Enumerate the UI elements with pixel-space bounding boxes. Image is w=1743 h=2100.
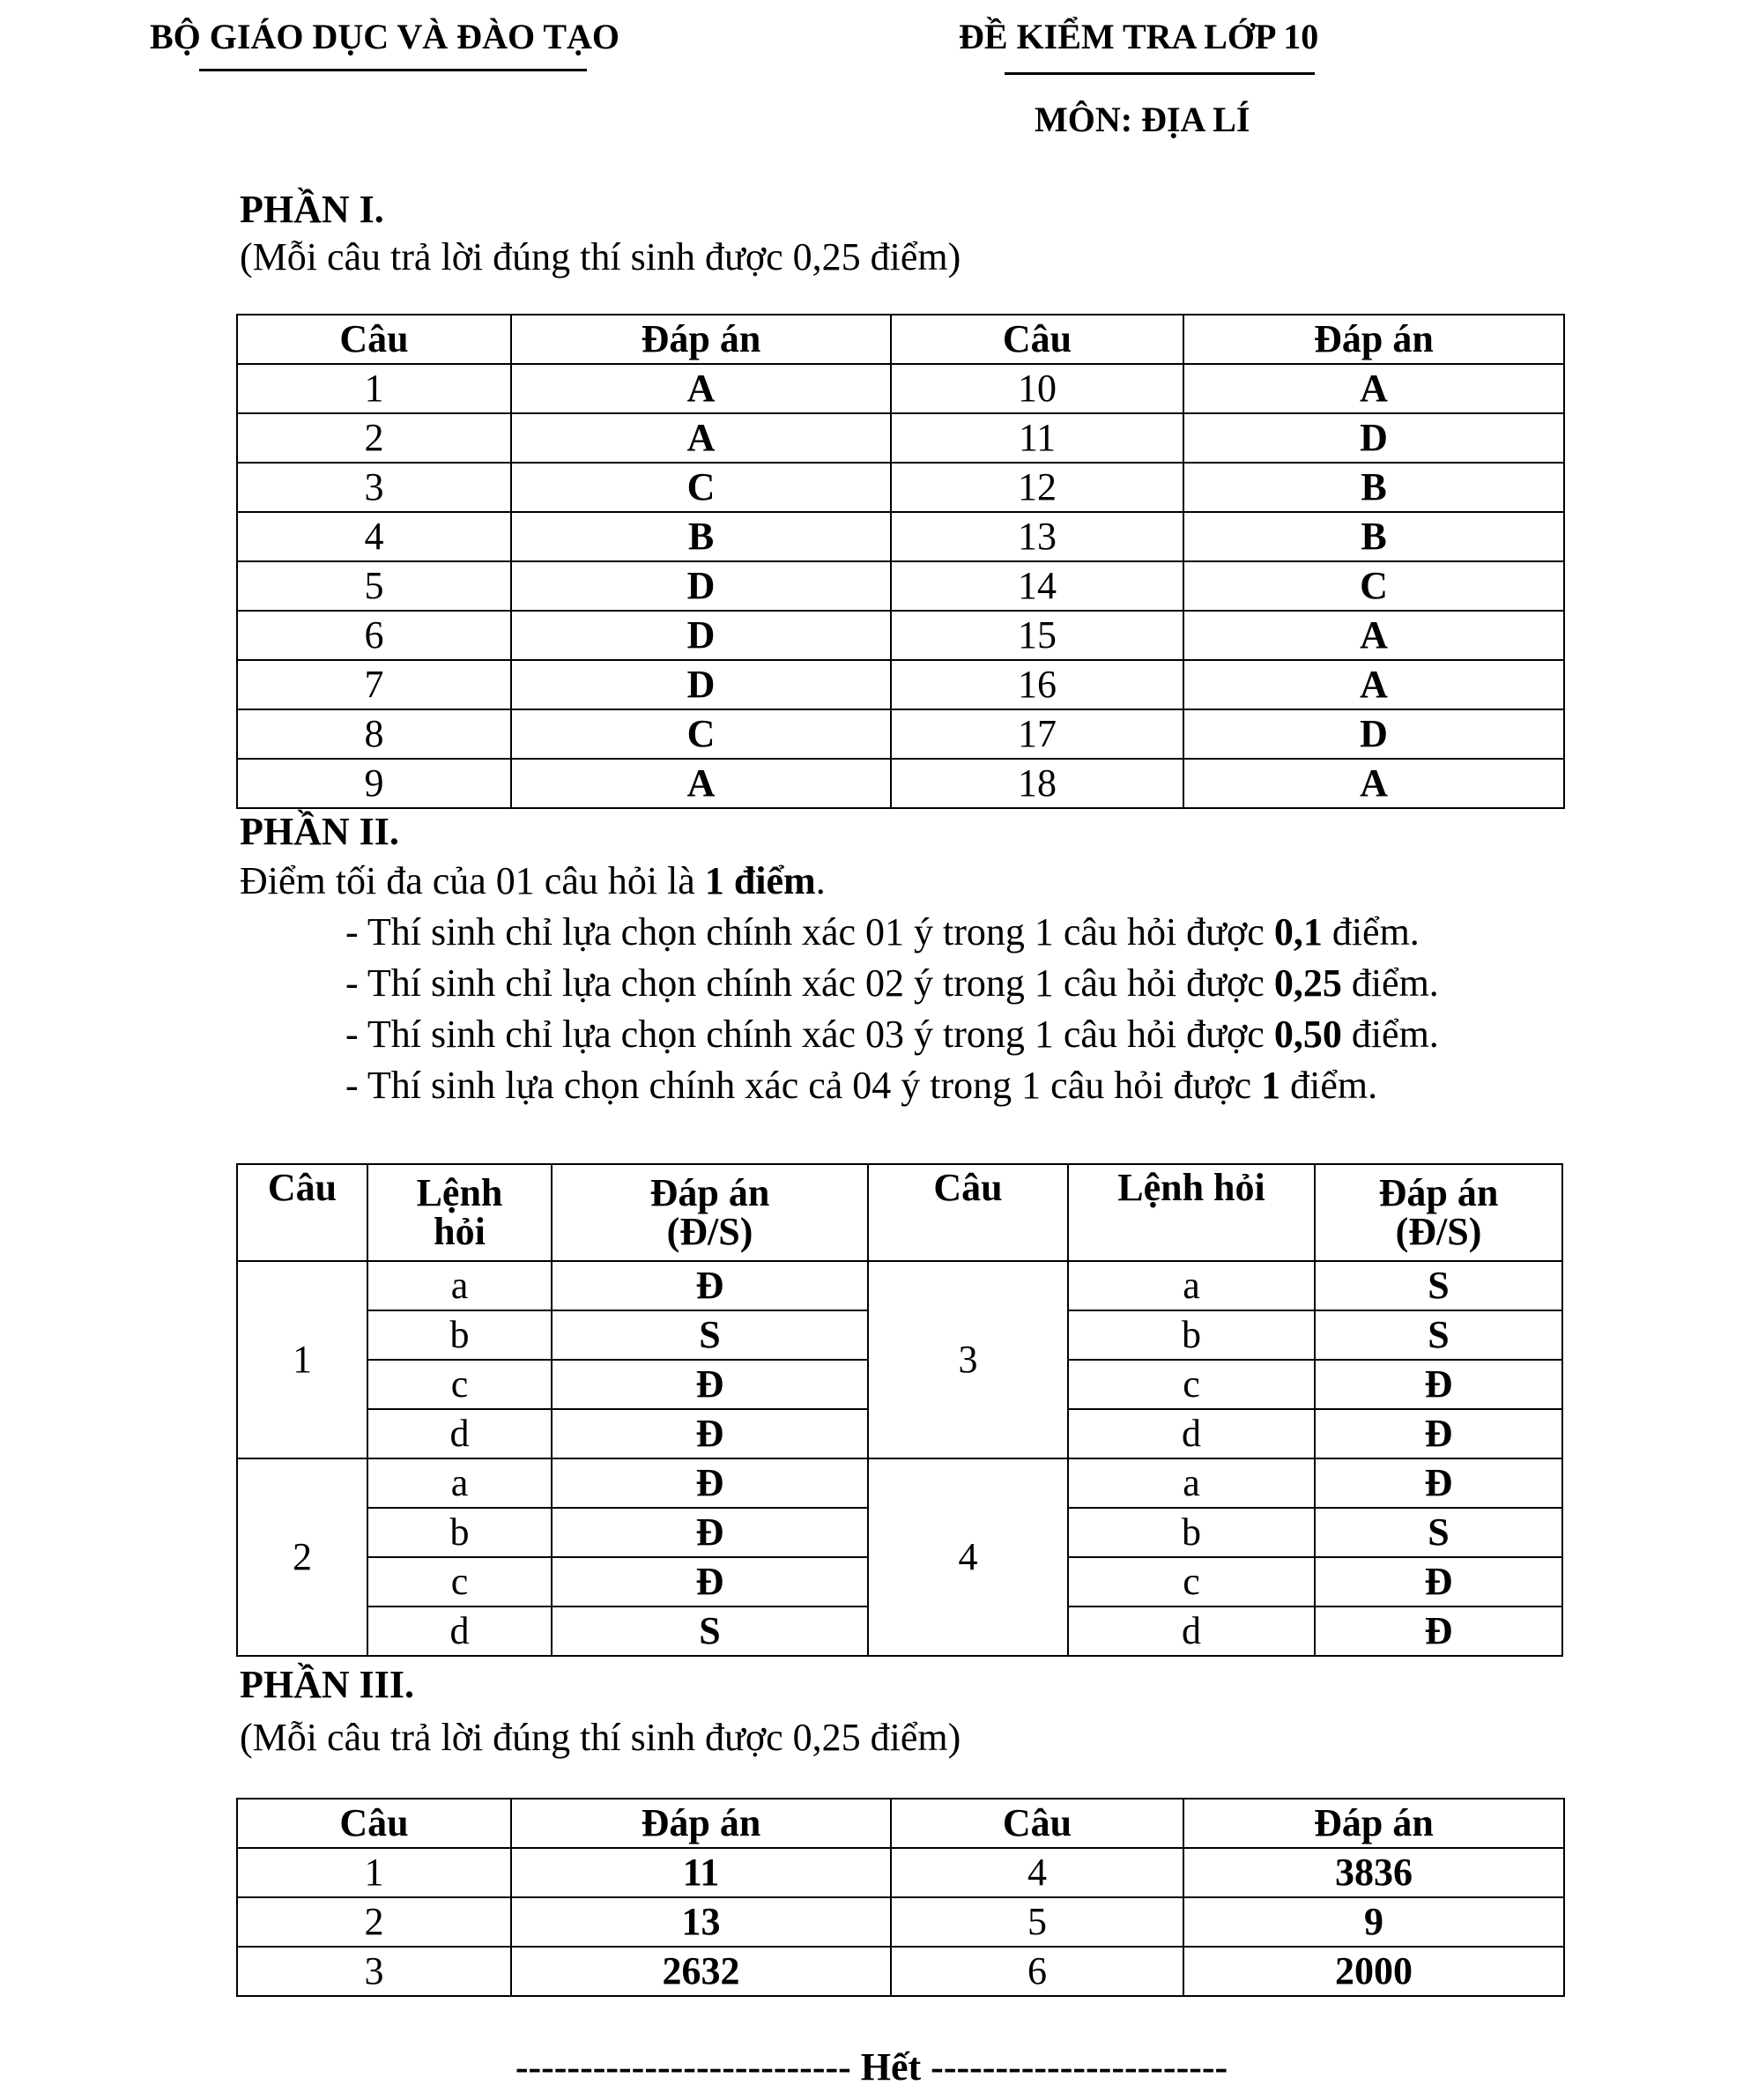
answer-cell: Đ: [1315, 1607, 1562, 1656]
table-row: [237, 1897, 1564, 1947]
answer-cell: S: [552, 1310, 868, 1360]
answer-cell: A: [1183, 611, 1564, 660]
scoring-rule: [345, 961, 1439, 1005]
answer-cell: 11: [511, 1848, 891, 1897]
table-row: [237, 1848, 1564, 1897]
question-number: 6: [891, 1947, 1183, 1996]
question-number: 11: [891, 413, 1183, 463]
question-number: 12: [891, 463, 1183, 512]
subject-title: MÔN: ĐỊA LÍ: [1035, 100, 1250, 139]
answer-cell: 2000: [1183, 1947, 1564, 1996]
statement-label: c: [367, 1557, 552, 1607]
answer-cell: 13: [511, 1897, 891, 1947]
column-header: Đáp án: [1183, 1799, 1564, 1848]
answer-cell: B: [511, 512, 891, 561]
max-score-prefix: Điểm tối đa của 01 câu hỏi là: [240, 859, 705, 902]
answer-cell: D: [511, 660, 891, 709]
answer-cell: D: [511, 561, 891, 611]
statement-label: d: [1068, 1607, 1315, 1656]
answer-cell: A: [511, 364, 891, 413]
answer-cell: A: [511, 413, 891, 463]
rule-points: 0,1: [1273, 910, 1323, 954]
part2-answer-table: [236, 1163, 1563, 1657]
question-number: 1: [237, 1848, 511, 1897]
question-number: 5: [237, 561, 511, 611]
question-number: 3: [237, 463, 511, 512]
table-row: [237, 759, 1564, 808]
answer-cell: Đ: [552, 1557, 868, 1607]
rule-text: - Thí sinh chỉ lựa chọn chính xác 01 ý trong 1 câu hỏi được: [345, 910, 1274, 954]
rule-text: - Thí sinh lựa chọn chính xác cả 04 ý trong 1 câu hỏi được: [345, 1064, 1262, 1107]
question-number: 10: [891, 364, 1183, 413]
question-number: 18: [891, 759, 1183, 808]
answer-cell: 9: [1183, 1897, 1564, 1947]
statement-label: b: [367, 1310, 552, 1360]
rule-suffix: điểm.: [1322, 910, 1420, 954]
part1-answer-table: [236, 314, 1565, 809]
answer-cell: A: [1183, 759, 1564, 808]
answer-cell: D: [511, 611, 891, 660]
answer-cell: Đ: [1315, 1360, 1562, 1409]
scoring-rule: [345, 1063, 1377, 1108]
table-row: [237, 364, 1564, 413]
part3-note: (Mỗi câu trả lời đúng thí sinh được 0,25 điểm): [240, 1716, 961, 1759]
answer-cell: A: [1183, 364, 1564, 413]
answer-cell: C: [511, 463, 891, 512]
statement-label: b: [367, 1508, 552, 1557]
answer-cell: Đ: [552, 1458, 868, 1508]
header-line: (Đ/S): [1395, 1210, 1482, 1253]
scoring-rule: [345, 909, 1420, 954]
answer-cell: Đ: [1315, 1557, 1562, 1607]
answer-cell: S: [1315, 1261, 1562, 1310]
answer-cell: Đ: [552, 1409, 868, 1458]
question-number: 4: [891, 1848, 1183, 1897]
column-header-lenh-hoi: Lệnh hỏi: [1068, 1164, 1315, 1261]
answer-cell: C: [511, 709, 891, 759]
part1-title: PHẦN I.: [240, 188, 384, 231]
column-header: Đáp án: [1183, 315, 1564, 364]
answer-cell: S: [1315, 1310, 1562, 1360]
column-header-dap-an: [552, 1164, 868, 1261]
header-line: (Đ/S): [666, 1210, 753, 1253]
header-line: hỏi: [434, 1210, 486, 1253]
question-number: 9: [237, 759, 511, 808]
rule-suffix: điểm.: [1341, 961, 1439, 1005]
rule-text: - Thí sinh chỉ lựa chọn chính xác 02 ý trong 1 câu hỏi được: [345, 961, 1274, 1005]
column-header: Câu: [891, 1799, 1183, 1848]
part3-title: PHẦN III.: [240, 1663, 415, 1706]
question-number: 3: [868, 1261, 1068, 1458]
ministry-underline: [199, 69, 587, 71]
part3-answer-table: [236, 1798, 1565, 1997]
column-header: Đáp án: [511, 315, 891, 364]
table-row: [237, 463, 1564, 512]
table-row: [237, 1261, 1562, 1310]
column-header-cau: Câu: [868, 1164, 1068, 1261]
rule-suffix: điểm.: [1280, 1064, 1378, 1107]
part1-note: (Mỗi câu trả lời đúng thí sinh được 0,25 điểm): [240, 235, 961, 278]
statement-label: d: [367, 1409, 552, 1458]
question-number: 15: [891, 611, 1183, 660]
table-row: [237, 1947, 1564, 1996]
column-header-cau: Câu: [237, 1164, 367, 1261]
rule-suffix: điểm.: [1341, 1013, 1439, 1056]
part2-title: PHẦN II.: [240, 810, 399, 853]
answer-cell: 3836: [1183, 1848, 1564, 1897]
header-line: Đáp án: [649, 1171, 770, 1214]
column-header-lenh-hoi: [367, 1164, 552, 1261]
answer-cell: B: [1183, 512, 1564, 561]
rule-points: 0,25: [1273, 961, 1342, 1005]
question-number: 14: [891, 561, 1183, 611]
table-row: [237, 611, 1564, 660]
answer-cell: Đ: [552, 1508, 868, 1557]
table-row: [237, 1458, 1562, 1508]
statement-label: b: [1068, 1508, 1315, 1557]
question-number: 13: [891, 512, 1183, 561]
table-row: [237, 561, 1564, 611]
answer-cell: Đ: [552, 1360, 868, 1409]
question-number: 3: [237, 1947, 511, 1996]
column-header: Câu: [891, 315, 1183, 364]
statement-label: c: [1068, 1557, 1315, 1607]
statement-label: c: [1068, 1360, 1315, 1409]
statement-label: a: [1068, 1458, 1315, 1508]
answer-cell: Đ: [1315, 1458, 1562, 1508]
statement-label: d: [367, 1607, 552, 1656]
header-line: Đáp án: [1378, 1171, 1499, 1214]
rule-points: 0,50: [1273, 1013, 1342, 1056]
question-number: 4: [868, 1458, 1068, 1656]
scoring-rule: [345, 1012, 1439, 1057]
question-number: 8: [237, 709, 511, 759]
answer-cell: S: [552, 1607, 868, 1656]
statement-label: a: [367, 1458, 552, 1508]
statement-label: b: [1068, 1310, 1315, 1360]
answer-cell: S: [1315, 1508, 1562, 1557]
answer-cell: 2632: [511, 1947, 891, 1996]
header-line: Lệnh: [416, 1171, 503, 1214]
answer-cell: D: [1183, 709, 1564, 759]
question-number: 6: [237, 611, 511, 660]
table-row: [237, 660, 1564, 709]
question-number: 17: [891, 709, 1183, 759]
table-row: [237, 709, 1564, 759]
answer-cell: D: [1183, 413, 1564, 463]
rule-text: - Thí sinh chỉ lựa chọn chính xác 03 ý trong 1 câu hỏi được: [345, 1013, 1274, 1056]
max-score-value: 1 điểm: [704, 859, 816, 902]
statement-label: a: [1068, 1261, 1315, 1310]
statement-label: a: [367, 1261, 552, 1310]
statement-label: d: [1068, 1409, 1315, 1458]
question-number: 16: [891, 660, 1183, 709]
table-row: [237, 413, 1564, 463]
column-header: Câu: [237, 1799, 511, 1848]
question-number: 2: [237, 413, 511, 463]
exam-underline: [1005, 72, 1315, 75]
end-marker: -------------------------- Hết -----------------------: [515, 2045, 1228, 2089]
rule-points: 1: [1261, 1064, 1281, 1107]
question-number: 4: [237, 512, 511, 561]
column-header-dap-an: [1315, 1164, 1562, 1261]
question-number: 1: [237, 1261, 367, 1458]
column-header: Câu: [237, 315, 511, 364]
question-number: 7: [237, 660, 511, 709]
statement-label: c: [367, 1360, 552, 1409]
answer-cell: Đ: [552, 1261, 868, 1310]
answer-cell: C: [1183, 561, 1564, 611]
max-score-suffix: .: [815, 859, 826, 902]
part2-max-score: [240, 858, 826, 903]
table-row: [237, 512, 1564, 561]
ministry-title: BỘ GIÁO DỤC VÀ ĐÀO TẠO: [150, 17, 620, 56]
question-number: 1: [237, 364, 511, 413]
answer-cell: Đ: [1315, 1409, 1562, 1458]
answer-cell: A: [1183, 660, 1564, 709]
exam-title: ĐỀ KIỂM TRA LỚP 10: [959, 17, 1319, 56]
question-number: 5: [891, 1897, 1183, 1947]
answer-cell: A: [511, 759, 891, 808]
question-number: 2: [237, 1458, 367, 1656]
column-header: Đáp án: [511, 1799, 891, 1848]
answer-cell: B: [1183, 463, 1564, 512]
question-number: 2: [237, 1897, 511, 1947]
